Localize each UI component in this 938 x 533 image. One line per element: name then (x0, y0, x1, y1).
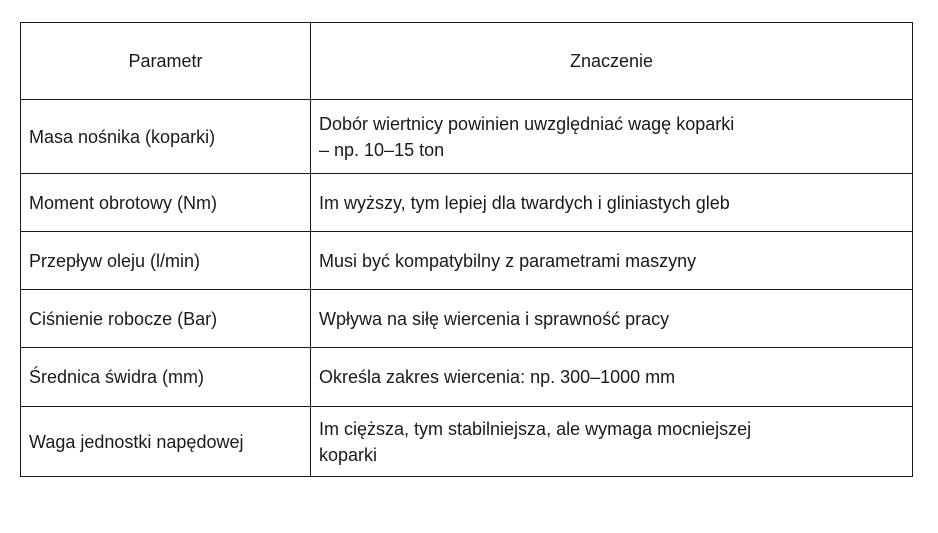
table-row (21, 100, 913, 174)
header-parameter: Parametr (21, 23, 311, 100)
table-row (21, 174, 913, 232)
table-row (21, 232, 913, 290)
meaning-line: Im cięższa, tym stabilniejsza, ale wymaga mocniejszej (319, 418, 752, 439)
parameter-cell: Masa nośnika (koparki) (21, 100, 311, 174)
parameter-cell: Moment obrotowy (Nm) (21, 174, 311, 232)
table-row (21, 290, 913, 348)
table-row (21, 348, 913, 407)
meaning-line: Dobór wiertnicy powinien uwzględniać wagę koparki (319, 113, 735, 134)
parameters-table (20, 22, 913, 477)
header-meaning: Znaczenie (311, 23, 913, 100)
meaning-line: – np. 10–15 ton (319, 139, 445, 160)
meaning-cell: Musi być kompatybilny z parametrami maszyny (311, 232, 913, 290)
parameter-cell: Ciśnienie robocze (Bar) (21, 290, 311, 348)
meaning-cell: Im wyższy, tym lepiej dla twardych i gliniastych gleb (311, 174, 913, 232)
parameter-cell: Średnica świdra (mm) (21, 348, 311, 407)
meaning-cell: Wpływa na siłę wiercenia i sprawność pracy (311, 290, 913, 348)
table-header-row (21, 23, 913, 100)
parameter-cell: Waga jednostki napędowej (21, 407, 311, 477)
table-row (21, 407, 913, 477)
parameter-cell: Przepływ oleju (l/min) (21, 232, 311, 290)
meaning-line: koparki (319, 444, 378, 465)
meaning-cell: Określa zakres wiercenia: np. 300–1000 mm (311, 348, 913, 407)
meaning-cell (311, 100, 913, 174)
meaning-cell (311, 407, 913, 477)
